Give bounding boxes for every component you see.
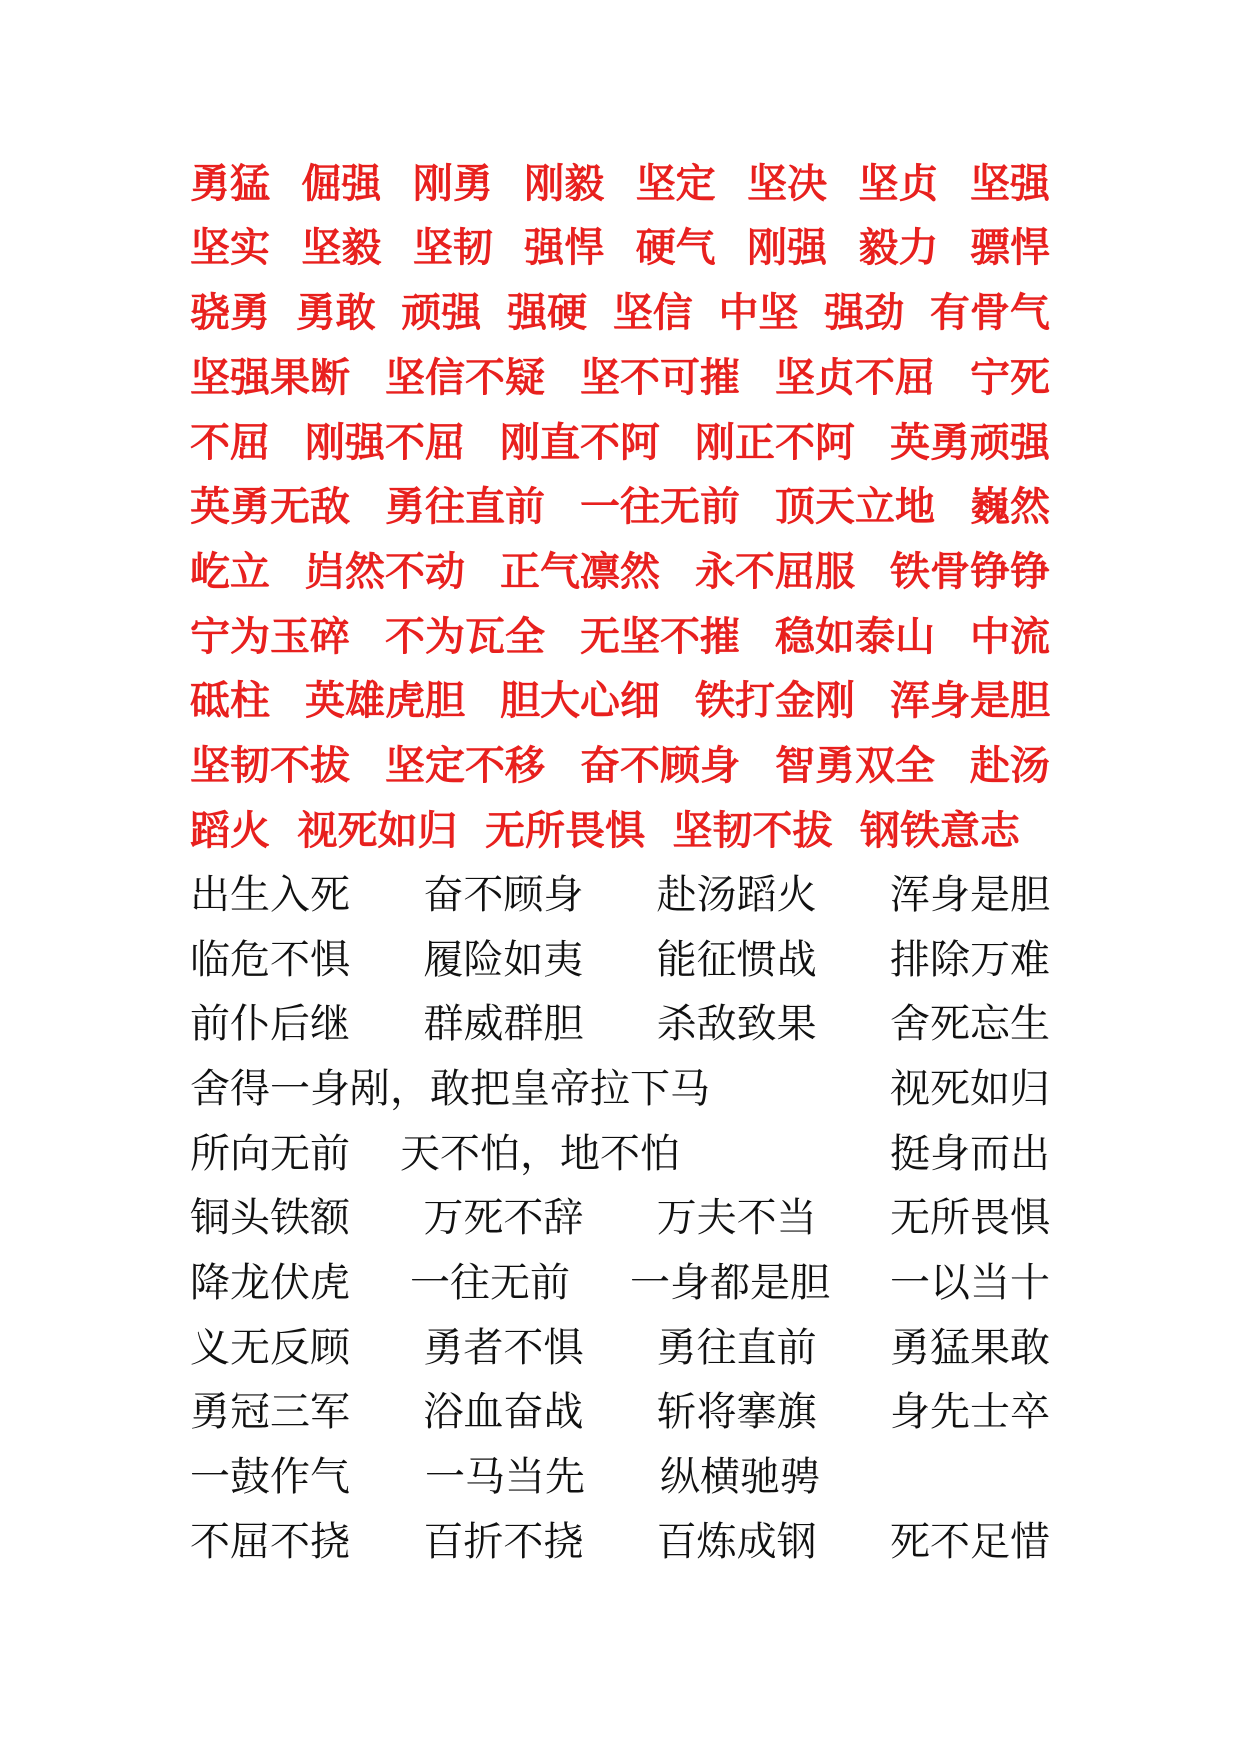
word: 勇往直前 bbox=[385, 483, 545, 530]
red-line-9 bbox=[190, 675, 1050, 727]
black-line-2 bbox=[190, 934, 1050, 986]
red-line-3 bbox=[190, 287, 1050, 339]
red-line-7 bbox=[190, 546, 1050, 598]
word: 骠悍 bbox=[969, 224, 1050, 271]
word: 奋不顾身 bbox=[423, 872, 584, 918]
word: 无所畏惧 bbox=[485, 807, 645, 854]
word: 硬气 bbox=[635, 224, 716, 271]
word: 智勇双全 bbox=[775, 742, 935, 789]
word: 强悍 bbox=[524, 224, 605, 271]
word: 坚实 bbox=[190, 224, 270, 271]
red-line-5 bbox=[190, 417, 1050, 469]
word: 一鼓作气 bbox=[190, 1454, 350, 1500]
word: 义无反顾 bbox=[190, 1325, 350, 1371]
black-line-8 bbox=[190, 1322, 1050, 1374]
word: 赴汤 bbox=[970, 742, 1050, 789]
black-line-4 bbox=[190, 1063, 1050, 1115]
word: 浑身是胆 bbox=[890, 677, 1050, 724]
word: 斩将搴旗 bbox=[656, 1389, 817, 1435]
word: 中坚 bbox=[718, 289, 799, 336]
word: 坚贞 bbox=[858, 160, 939, 207]
word: 一马当先 bbox=[425, 1454, 585, 1500]
word: 万死不辞 bbox=[423, 1195, 584, 1241]
word: 坚定不移 bbox=[385, 742, 545, 789]
word: 顽强 bbox=[401, 289, 482, 336]
black-line-7 bbox=[190, 1257, 1050, 1309]
word: 前仆后继 bbox=[190, 1001, 350, 1047]
red-line-6 bbox=[190, 481, 1050, 533]
red-line-1 bbox=[190, 158, 1050, 210]
word: 坚强果断 bbox=[190, 354, 350, 401]
word: 钢铁意志 bbox=[860, 807, 1020, 854]
word: 浴血奋战 bbox=[423, 1389, 584, 1435]
word: 百炼成钢 bbox=[656, 1519, 817, 1565]
word: 坚强 bbox=[969, 160, 1050, 207]
word: 胆大心细 bbox=[500, 677, 660, 724]
word: 刚强不屈 bbox=[305, 419, 465, 466]
word: 刚强 bbox=[747, 224, 828, 271]
word: 坚毅 bbox=[301, 224, 382, 271]
word: 视死如归 bbox=[890, 1066, 1050, 1112]
word: 稳如泰山 bbox=[775, 613, 935, 660]
red-line-10 bbox=[190, 740, 1050, 792]
word: 铁骨铮铮 bbox=[890, 548, 1050, 595]
word: 巍然 bbox=[970, 483, 1050, 530]
word: 天不怕，地不怕 bbox=[400, 1131, 680, 1177]
red-line-8 bbox=[190, 611, 1050, 663]
word: 坚不可摧 bbox=[580, 354, 740, 401]
word: 舍得一身剐，敢把皇帝拉下马 bbox=[190, 1066, 710, 1112]
word: 勇者不惧 bbox=[423, 1325, 584, 1371]
word: 勇猛果敢 bbox=[889, 1325, 1050, 1371]
word: 刚直不阿 bbox=[500, 419, 660, 466]
word: 铜头铁额 bbox=[190, 1195, 350, 1241]
word: 宁死 bbox=[970, 354, 1050, 401]
word: 刚勇 bbox=[412, 160, 493, 207]
red-line-11 bbox=[190, 805, 1020, 857]
black-line-9 bbox=[190, 1386, 1050, 1438]
word: 坚信不疑 bbox=[385, 354, 545, 401]
word: 刚正不阿 bbox=[695, 419, 855, 466]
word: 不为瓦全 bbox=[385, 613, 545, 660]
word: 坚贞不屈 bbox=[775, 354, 935, 401]
word: 勇冠三军 bbox=[190, 1389, 350, 1435]
word: 砥柱 bbox=[190, 677, 270, 724]
word: 挺身而出 bbox=[890, 1131, 1050, 1177]
word: 英勇无敌 bbox=[190, 483, 350, 530]
word: 勇敢 bbox=[295, 289, 376, 336]
word: 坚信 bbox=[612, 289, 693, 336]
word: 不屈不挠 bbox=[190, 1519, 350, 1565]
word: 铁打金刚 bbox=[695, 677, 855, 724]
word: 英雄虎胆 bbox=[305, 677, 465, 724]
word: 宁为玉碎 bbox=[190, 613, 350, 660]
word: 顶天立地 bbox=[775, 483, 935, 530]
word: 群威群胆 bbox=[423, 1001, 584, 1047]
word: 英勇顽强 bbox=[890, 419, 1050, 466]
black-line-11 bbox=[190, 1516, 1050, 1568]
word: 所向无前 bbox=[190, 1131, 350, 1177]
word: 屹立 bbox=[190, 548, 270, 595]
word: 强硬 bbox=[507, 289, 588, 336]
black-line-3 bbox=[190, 998, 1050, 1050]
word: 坚决 bbox=[747, 160, 828, 207]
word: 百折不挠 bbox=[423, 1519, 584, 1565]
black-line-1 bbox=[190, 869, 1050, 921]
word: 舍死忘生 bbox=[889, 1001, 1050, 1047]
word: 不屈 bbox=[190, 419, 270, 466]
red-line-2 bbox=[190, 222, 1050, 274]
word: 永不屈服 bbox=[695, 548, 855, 595]
word: 刚毅 bbox=[524, 160, 605, 207]
word: 勇猛 bbox=[190, 160, 270, 207]
word: 骁勇 bbox=[190, 289, 270, 336]
word: 能征惯战 bbox=[656, 937, 817, 983]
word: 一往无前 bbox=[580, 483, 740, 530]
black-line-6 bbox=[190, 1192, 1050, 1244]
word: 无坚不摧 bbox=[580, 613, 740, 660]
word: 强劲 bbox=[824, 289, 905, 336]
word: 坚韧 bbox=[412, 224, 493, 271]
black-line-5 bbox=[190, 1128, 1050, 1180]
word: 奋不顾身 bbox=[580, 742, 740, 789]
word: 毅力 bbox=[858, 224, 939, 271]
word: 倔强 bbox=[301, 160, 382, 207]
word: 视死如归 bbox=[297, 807, 458, 854]
word: 坚韧不拔 bbox=[672, 807, 833, 854]
word: 死不足惜 bbox=[889, 1519, 1050, 1565]
word: 纵横驰骋 bbox=[660, 1454, 820, 1500]
word: 岿然不动 bbox=[305, 548, 465, 595]
word: 身先士卒 bbox=[889, 1389, 1050, 1435]
word: 正气凛然 bbox=[500, 548, 660, 595]
red-line-4 bbox=[190, 352, 1050, 404]
word: 出生入死 bbox=[190, 872, 350, 918]
word: 万夫不当 bbox=[656, 1195, 817, 1241]
word: 勇往直前 bbox=[656, 1325, 817, 1371]
word: 杀敌致果 bbox=[656, 1001, 817, 1047]
word: 坚定 bbox=[635, 160, 716, 207]
word: 一以当十 bbox=[890, 1260, 1050, 1306]
word: 一身都是胆 bbox=[630, 1260, 830, 1306]
word: 有骨气 bbox=[929, 289, 1050, 336]
word: 履险如夷 bbox=[423, 937, 584, 983]
word: 中流 bbox=[970, 613, 1050, 660]
word: 坚韧不拔 bbox=[190, 742, 350, 789]
word: 降龙伏虎 bbox=[190, 1260, 350, 1306]
word: 一往无前 bbox=[410, 1260, 570, 1306]
word: 蹈火 bbox=[190, 807, 270, 854]
word: 赴汤蹈火 bbox=[656, 872, 817, 918]
word: 临危不惧 bbox=[190, 937, 350, 983]
word: 排除万难 bbox=[889, 937, 1050, 983]
word: 浑身是胆 bbox=[889, 872, 1050, 918]
word: 无所畏惧 bbox=[889, 1195, 1050, 1241]
black-line-10 bbox=[190, 1451, 820, 1503]
